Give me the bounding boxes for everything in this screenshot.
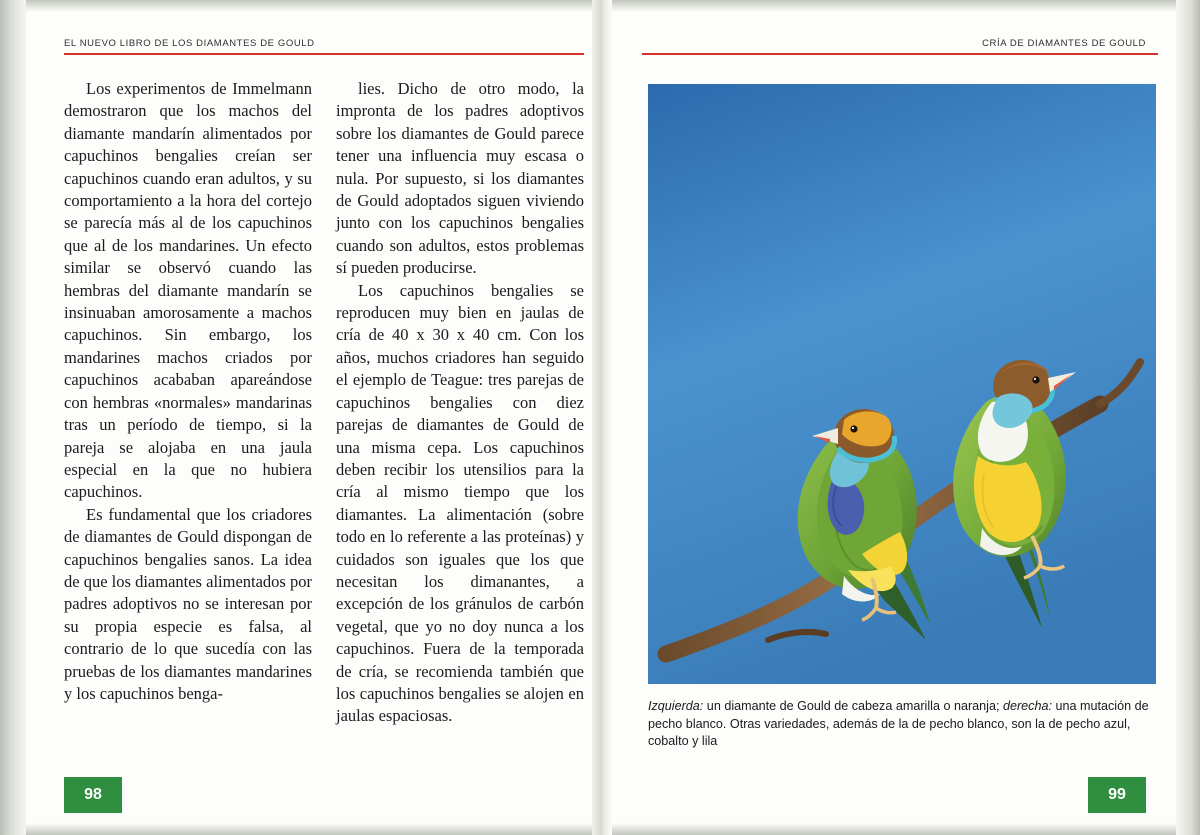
running-head-left: EL NUEVO LIBRO DE LOS DIAMANTES DE GOULD bbox=[64, 38, 315, 49]
page-number-right: 99 bbox=[1088, 777, 1146, 813]
header-rule-left bbox=[64, 53, 584, 55]
caption-text-1: un diamante de Gould de cabeza amarilla o naranja; bbox=[703, 699, 1003, 713]
running-head-right: CRÍA DE DIAMANTES DE GOULD bbox=[982, 38, 1146, 49]
page-edge-right bbox=[1176, 0, 1200, 835]
paragraph: lies. Dicho de otro modo, la impronta de los padres adoptivos sobre los diamantes de Gould parece tener una influencia muy escasa o nula. Por supuesto, si los diamantes de Gould adoptados siguen viviendo junto con los capuchinos bengalies cuando son adultos, estos problemas sí pueden producirse. bbox=[336, 79, 584, 278]
caption-lead-right: derecha: bbox=[1002, 699, 1052, 713]
page-number-left: 98 bbox=[64, 777, 122, 813]
book-gutter bbox=[592, 0, 612, 835]
text-column-2 bbox=[336, 78, 584, 728]
left-page-columns bbox=[64, 78, 584, 728]
paragraph: Es fundamental que los criadores de diamantes de Gould dispongan de capuchinos bengalies sanos. La idea de que los diamantes alimentados por padres adoptivos no se interesan por su propia especie es falsa, al contrario de lo que sucedía con las pruebas de los diamantes mandarines y los capuchinos benga- bbox=[64, 504, 312, 703]
page-edge-left bbox=[0, 0, 26, 835]
header-rule-right bbox=[642, 53, 1158, 55]
caption-lead-left: Izquierda: bbox=[648, 699, 704, 713]
caption-text-2: una mutación de pecho blanco. Otras variedades, además de la de pecho blanco, son la de pecho azul, cobalto y lila bbox=[648, 699, 1149, 748]
gouldian-finches-photo bbox=[648, 84, 1156, 684]
photo-caption bbox=[648, 698, 1156, 751]
right-page bbox=[612, 0, 1176, 835]
paragraph: Los experimentos de Immelmann demostraron que los machos del diamante mandarín alimentados por capuchinos bengalies creían ser capuchinos cuando eran adultos, y su comportamiento a la hora del cortejo se parecía más al de los capuchinos que al de los mandarines. Un efecto similar se observó cuando las hembras del diamante mandarín se insinuaban amorosamente a machos capuchinos. Sin embargo, los mandarines machos criados por capuchinos acababan apareándose con hembras «normales» mandarinas tras un período de tiempo, si la pareja se alojaba en una jaula especial en la que no hubiera capuchinos. bbox=[64, 79, 312, 502]
paragraph: Los capuchinos bengalies se reproducen muy bien en jaulas de cría de 40 x 30 x 40 cm. Con los años, muchos criadores han seguido el ejemplo de Teague: tres parejas de capuchinos bengalies con diez parejas de diamantes de Gould de una misma cepa. Los capuchinos deben recibir los utensilios para la cría al mismo tiempo que los diamantes. La alimentación (sobre todo en lo referente a las proteínas) y cuidados son iguales que los que necesitan los dimanantes, a excepción de los gránulos de carbón vegetal, que yo no doy nunca a los capuchinos. Fuera de la temporada de cría, se recomienda también que los capuchinos bengalies se alojen en jaulas espaciosas. bbox=[336, 280, 584, 726]
text-column-1 bbox=[64, 78, 312, 728]
left-page bbox=[26, 0, 596, 835]
